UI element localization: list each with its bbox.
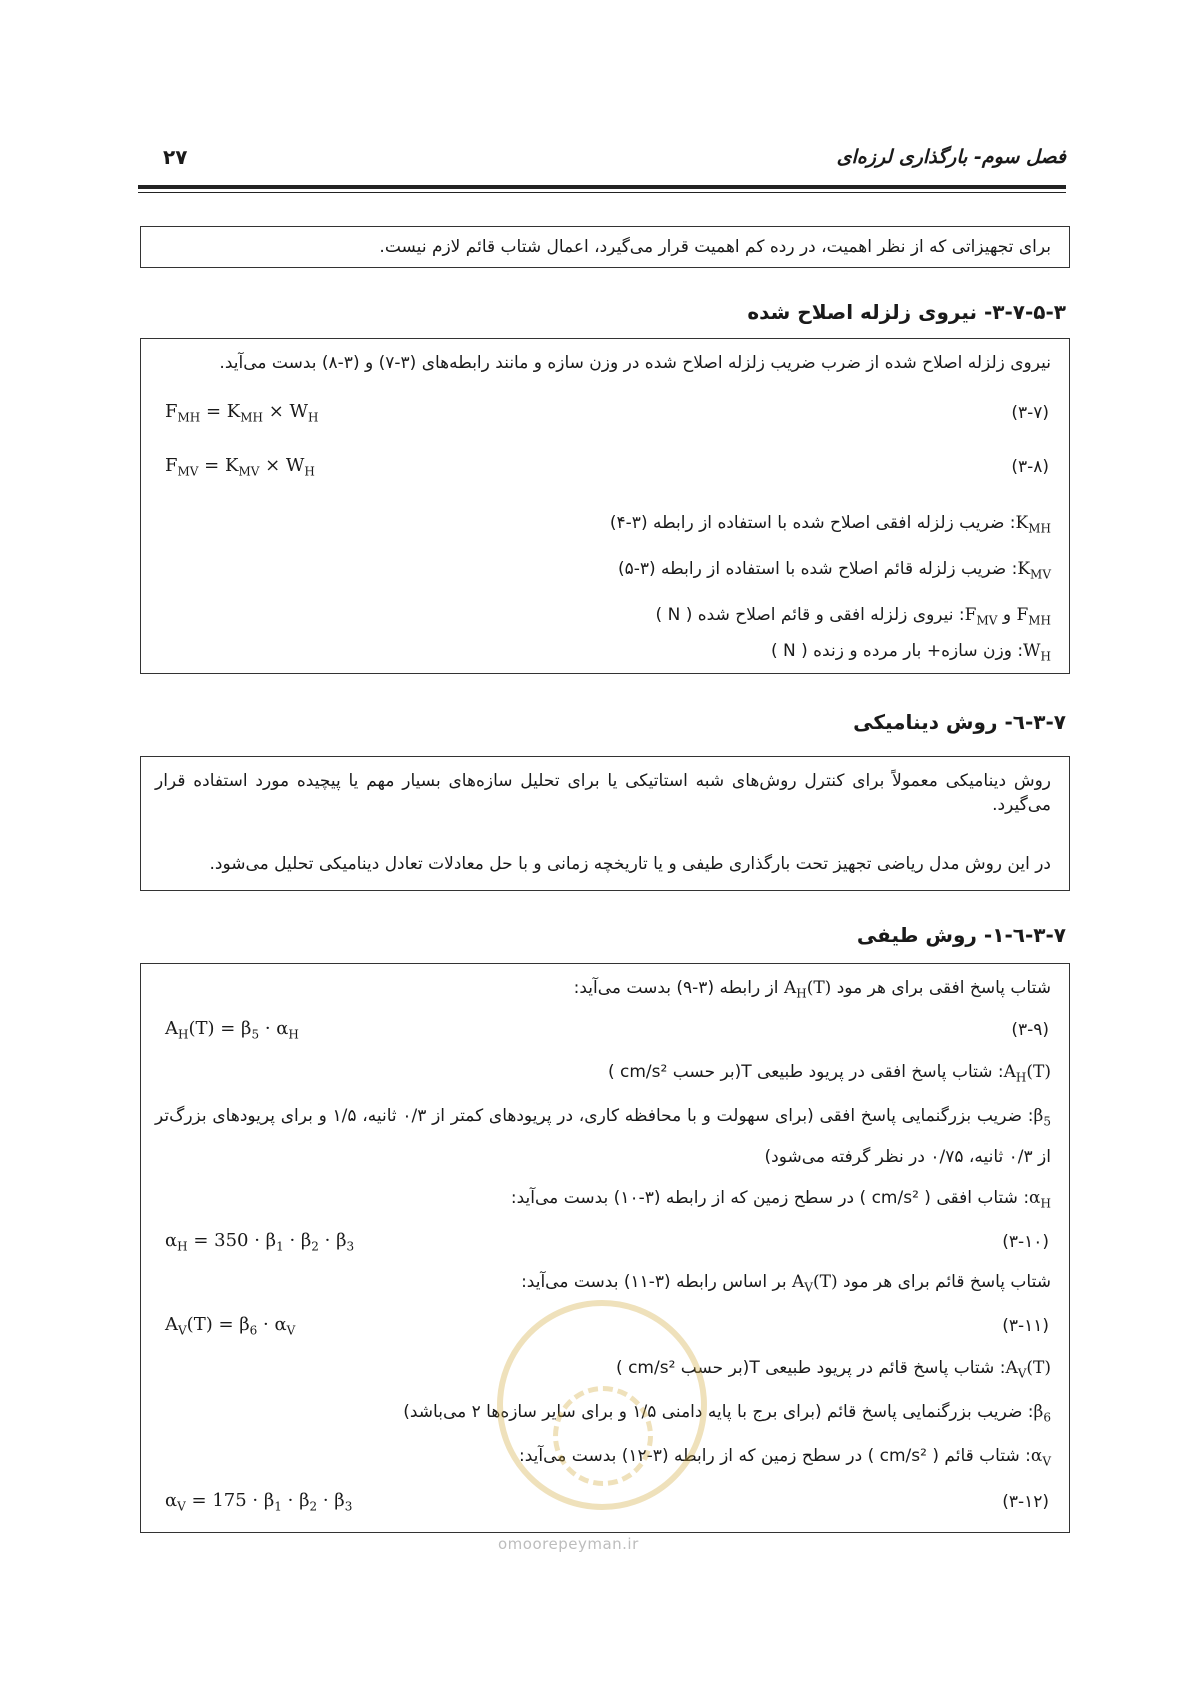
page-number: ۲۷ xyxy=(163,145,188,169)
equation-3-9-number: (۳-۹) xyxy=(1011,1020,1049,1040)
watermark-seal xyxy=(497,1300,707,1510)
definition-wh: $W_H$: وزن سازه+ بار مرده و زنده ( N ) xyxy=(770,641,1051,664)
dynamic-method-box xyxy=(140,756,1070,891)
modified-force-box xyxy=(140,338,1070,674)
watermark-gear-icon xyxy=(553,1386,653,1486)
equation-3-8: $F_{MV} = K_{MV} \times W_H$ xyxy=(165,455,315,479)
dynamic-method-para1: روش دینامیکی معمولاً برای کنترل روش‌های شبه استاتیکی یا برای تحلیل سازه‌های بسیار مهم یا پیچیده مورد استفاده قرار می‌گیرد. xyxy=(155,771,1051,815)
definition-beta6: $\beta_6$: ضریب بزرگنمایی پاسخ قائم (برای برج با پایه دامنی ۱/۵ و برای سایر سازه‌ها ۲ می‌باشد) xyxy=(403,1402,1051,1425)
modified-force-intro: نیروی زلزله اصلاح شده از ضرب ضریب زلزله اصلاح شده در وزن سازه و مانند رابطه‌های (۳-۷) و (۳-۸) بدست می‌آید. xyxy=(219,353,1051,373)
equation-3-12: $\alpha_V = 175 \cdot \beta_1 \cdot \beta_2 \cdot \beta_3$ xyxy=(165,1490,353,1514)
definition-av: $A_V(T)$: شتاب پاسخ قائم در پریود طبیعی T(بر حسب cm/s² ) xyxy=(616,1358,1051,1381)
equation-3-8-number: (۳-۸) xyxy=(1011,457,1049,477)
dynamic-method-para2: در این روش مدل ریاضی تجهیز تحت بارگذاری طیفی و یا تاریخچه زمانی و با حل معادلات تعادل دینامیکی تحلیل می‌شود. xyxy=(209,854,1051,874)
equation-3-7: $F_{MH} = K_{MH} \times W_H$ xyxy=(165,401,319,425)
definition-kmv: $K_{MV}$: ضریب زلزله قائم اصلاح شده با استفاده از رابطه (۳-۵) xyxy=(617,559,1051,582)
section-heading-dynamic-method: ۳-۷-٦- روش دینامیکی xyxy=(853,710,1066,734)
section-heading-modified-force: ۳-۷-۵-۳- نیروی زلزله اصلاح شده xyxy=(747,300,1066,324)
definition-beta5: $\beta_5$: ضریب بزرگنمایی پاسخ افقی (برای سهولت و با محافظه کاری، در پریودهای کمتر از ۰/۳ ثانیه، ۱/۵ و برای پریودهای بزرگ‌تر از ۰/۳ ثانیه، ۰/۷۵ در نظر گرفته می‌شود) xyxy=(155,1106,1051,1168)
section-heading-spectral-method: ۳-۷-٦-۱- روش طیفی xyxy=(856,923,1066,947)
running-head: فصل سوم- بارگذاری لرزه‌ای xyxy=(836,146,1066,168)
equation-3-11: $A_V(T) = \beta_6 \cdot \alpha_V$ xyxy=(165,1314,296,1338)
equation-3-12-number: (۳-۱۲) xyxy=(1002,1492,1049,1512)
equation-3-9: $A_H(T) = \beta_5 \cdot \alpha_H$ xyxy=(165,1018,299,1042)
definition-ah: $A_H(T)$: شتاب پاسخ افقی در پریود طبیعی T(بر حسب cm/s² ) xyxy=(607,1062,1051,1085)
equation-3-11-number: (۳-۱۱) xyxy=(1002,1316,1049,1336)
watermark-site: omoorepeyman.ir xyxy=(498,1535,639,1553)
definition-kmh: $K_{MH}$: ضریب زلزله افقی اصلاح شده با استفاده از رابطه (۳-۴) xyxy=(609,513,1051,536)
spectral-line-av-intro: شتاب پاسخ قائم برای هر مود $A_V(T)$ بر اساس رابطه (۳-۱۱) بدست می‌آید: xyxy=(521,1272,1051,1295)
intro-box xyxy=(140,226,1070,268)
equation-3-7-number: (۳-۷) xyxy=(1011,403,1049,423)
definition-fmh-fmv: $F_{MH}$ و $F_{MV}$: نیروی زلزله افقی و قائم اصلاح شده ( N ) xyxy=(655,605,1051,628)
header-rule-thin xyxy=(138,192,1066,193)
header-rule-thick xyxy=(138,185,1066,189)
spectral-line-ah-intro: شتاب پاسخ افقی برای هر مود $A_H(T)$ از رابطه (۳-۹) بدست می‌آید: xyxy=(573,978,1051,1001)
definition-alpha-h: $\alpha_H$: شتاب افقی ( cm/s² ) در سطح زمین که از رابطه (۳-۱۰) بدست می‌آید: xyxy=(510,1188,1051,1211)
equation-3-10: $\alpha_H = 350 \cdot \beta_1 \cdot \beta_2 \cdot \beta_3$ xyxy=(165,1230,355,1254)
intro-text: برای تجهیزاتی که از نظر اهمیت، در رده کم اهمیت قرار می‌گیرد، اعمال شتاب قائم لازم نیست. xyxy=(379,237,1051,257)
equation-3-10-number: (۳-۱۰) xyxy=(1002,1232,1049,1252)
definition-alpha-v: $\alpha_V$: شتاب قائم ( cm/s² ) در سطح زمین که از رابطه (۳-۱۲) بدست می‌آید: xyxy=(518,1446,1051,1469)
